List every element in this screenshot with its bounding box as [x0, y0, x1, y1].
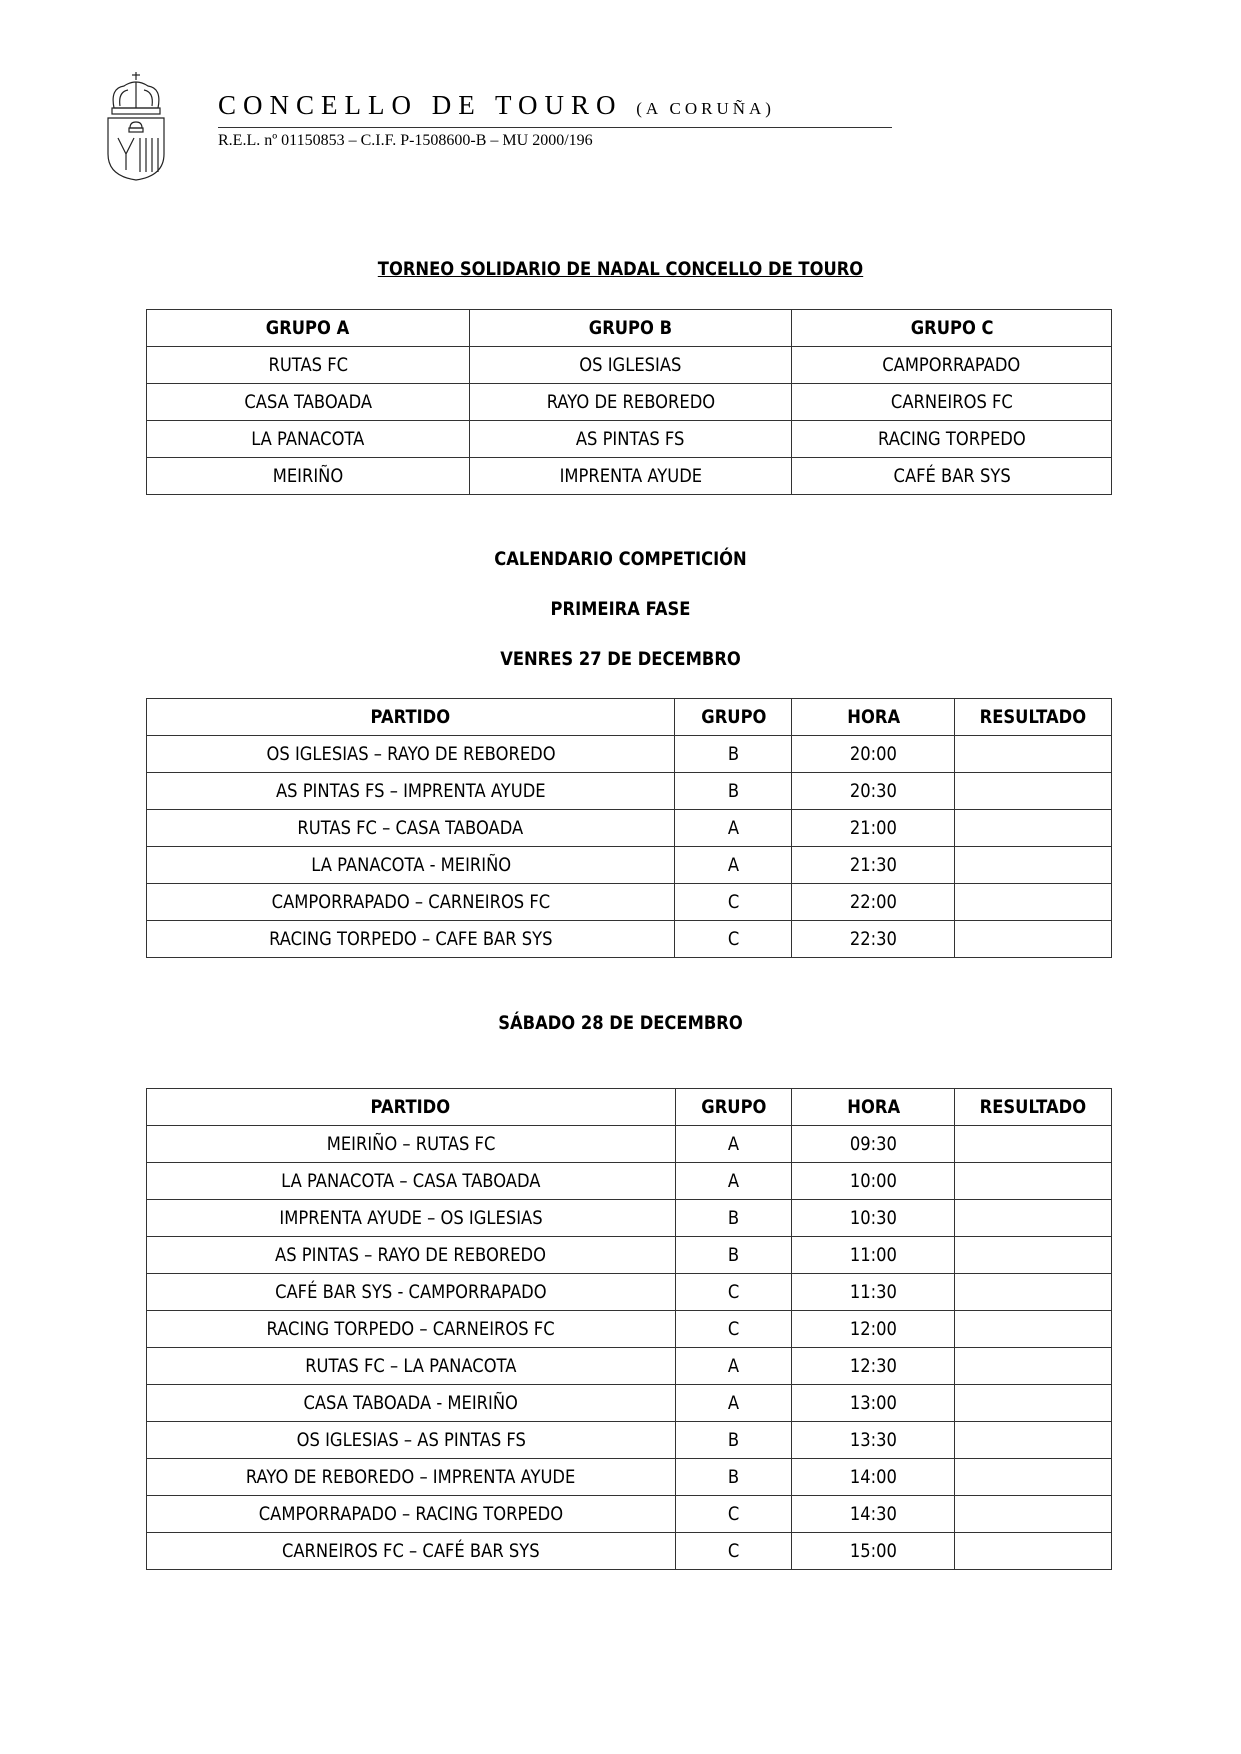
- cell-text: C: [727, 891, 740, 913]
- groups-table-header: [147, 310, 1112, 347]
- match-cell: [147, 884, 675, 921]
- match-row: [147, 1200, 1112, 1237]
- match-cell: [147, 1163, 676, 1200]
- schedule-header-row: [147, 1089, 1112, 1126]
- group-cell: [675, 1348, 792, 1385]
- group-cell: [675, 1311, 792, 1348]
- match-row: [147, 1385, 1112, 1422]
- partido-header: [147, 699, 675, 736]
- result-cell[interactable]: [955, 921, 1112, 958]
- group-cell: [675, 1459, 792, 1496]
- time-cell: [792, 1126, 955, 1163]
- result-cell[interactable]: [955, 1496, 1112, 1533]
- time-cell: [792, 921, 955, 958]
- result-cell[interactable]: [955, 1163, 1112, 1200]
- grupo-header: [675, 1089, 792, 1126]
- cell-text: RUTAS FC: [268, 354, 348, 376]
- cell-text: IMPRENTA AYUDE: [559, 465, 702, 487]
- header-text: GRUPO B: [588, 317, 673, 339]
- match-cell: [147, 1126, 676, 1163]
- organization-name-text: CONCELLO DE TOURO: [218, 90, 623, 120]
- day2-heading: SÁBADO 28 DE DECEMBRO: [498, 1012, 743, 1034]
- cell-text: 13:00: [849, 1392, 897, 1414]
- group-cell: [675, 884, 792, 921]
- group-cell: [675, 847, 792, 884]
- header-text: GRUPO A: [266, 317, 350, 339]
- match-row: [147, 884, 1112, 921]
- day1-heading: VENRES 27 DE DECEMBRO: [500, 648, 741, 670]
- cell-text: 12:30: [849, 1355, 897, 1377]
- match-cell: [147, 921, 675, 958]
- cell-text: A: [727, 1355, 740, 1377]
- resultado-header: [955, 699, 1112, 736]
- time-cell: [792, 1422, 955, 1459]
- cell-text: 12:00: [849, 1318, 897, 1340]
- match-cell: [147, 1274, 676, 1311]
- document-title: TORNEO SOLIDARIO DE NADAL CONCELLO DE TOURO: [377, 258, 864, 280]
- resultado-header: [955, 1089, 1112, 1126]
- groups-table-row: [147, 384, 1112, 421]
- cell-text: C: [727, 1540, 740, 1562]
- match-cell: [147, 810, 675, 847]
- cell-text: 11:00: [849, 1244, 897, 1266]
- cell-text: B: [727, 1429, 740, 1451]
- match-cell: [147, 1533, 676, 1570]
- cell-text: RUTAS FC – LA PANACOTA: [305, 1355, 517, 1377]
- hora-header: [792, 1089, 955, 1126]
- cell-text: C: [727, 1281, 740, 1303]
- cell-text: RUTAS FC – CASA TABOADA: [297, 817, 524, 839]
- match-cell: [147, 1348, 676, 1385]
- group-cell: [675, 1385, 792, 1422]
- result-cell[interactable]: [955, 810, 1112, 847]
- result-cell[interactable]: [955, 773, 1112, 810]
- time-cell: [792, 1274, 955, 1311]
- header-text: GRUPO: [700, 1096, 767, 1118]
- group-cell: [675, 773, 792, 810]
- group-cell: [675, 1422, 792, 1459]
- cell-text: OS IGLESIAS – AS PINTAS FS: [296, 1429, 526, 1451]
- organization-registration-ids: R.E.L. nº 01150853 – C.I.F. P-1508600-B – MU 2000/196: [218, 132, 593, 149]
- grupo-header: [675, 699, 792, 736]
- cell-text: AS PINTAS FS: [576, 428, 685, 450]
- group-cell: [675, 1496, 792, 1533]
- cell-text: B: [727, 1466, 740, 1488]
- header-text: GRUPO: [700, 706, 766, 728]
- cell-text: 10:30: [849, 1207, 897, 1229]
- cell-text: 14:30: [849, 1503, 897, 1525]
- cell-text: 13:30: [849, 1429, 897, 1451]
- phase-heading: PRIMEIRA FASE: [550, 598, 691, 620]
- cell-text: B: [727, 743, 740, 765]
- cell-text: RACING TORPEDO: [877, 428, 1026, 450]
- group-cell: [675, 1274, 792, 1311]
- group-cell: [675, 1200, 792, 1237]
- partido-header: [147, 1089, 676, 1126]
- cell-text: C: [727, 928, 740, 950]
- time-cell: [792, 810, 955, 847]
- group-a-team: [147, 384, 470, 421]
- cell-text: 20:30: [849, 780, 897, 802]
- time-cell: [792, 884, 955, 921]
- match-row: [147, 736, 1112, 773]
- result-cell[interactable]: [955, 1459, 1112, 1496]
- cell-text: 22:30: [849, 928, 897, 950]
- group-a-team: [147, 421, 470, 458]
- match-cell: [147, 1385, 676, 1422]
- result-cell[interactable]: [955, 1200, 1112, 1237]
- groups-table-row: [147, 421, 1112, 458]
- time-cell: [792, 1533, 955, 1570]
- match-cell: [147, 847, 675, 884]
- cell-text: CASA TABOADA: [243, 391, 372, 413]
- group-a-header: [147, 310, 470, 347]
- cell-text: B: [727, 1207, 740, 1229]
- cell-text: 11:30: [849, 1281, 897, 1303]
- result-cell[interactable]: [955, 1274, 1112, 1311]
- cell-text: CARNEIROS FC – CAFÉ BAR SYS: [281, 1540, 540, 1562]
- cell-text: A: [727, 854, 739, 876]
- cell-text: RACING TORPEDO – CAFE BAR SYS: [269, 928, 553, 950]
- group-c-team: [792, 458, 1112, 495]
- hora-header: [792, 699, 955, 736]
- group-b-team: [469, 384, 792, 421]
- header-text: HORA: [846, 706, 900, 728]
- header-text: RESULTADO: [979, 706, 1087, 728]
- header-text: PARTIDO: [370, 1096, 451, 1118]
- time-cell: [792, 1311, 955, 1348]
- cell-text: 22:00: [849, 891, 897, 913]
- cell-text: IMPRENTA AYUDE – OS IGLESIAS: [279, 1207, 543, 1229]
- time-cell: [792, 1237, 955, 1274]
- cell-text: LA PANACOTA - MEIRIÑO: [310, 854, 511, 876]
- time-cell: [792, 1496, 955, 1533]
- group-a-team: [147, 347, 470, 384]
- day1-schedule-table: [146, 698, 1112, 958]
- match-row: [147, 1533, 1112, 1570]
- time-cell: [792, 1163, 955, 1200]
- group-cell: [675, 736, 792, 773]
- cell-text: OS IGLESIAS – RAYO DE REBOREDO: [266, 743, 556, 765]
- cell-text: A: [727, 1170, 740, 1192]
- schedule-header-row: [147, 699, 1112, 736]
- match-row: [147, 773, 1112, 810]
- match-cell: [147, 1200, 676, 1237]
- groups-table-row: [147, 458, 1112, 495]
- cell-text: LA PANACOTA: [251, 428, 365, 450]
- groups-table: [146, 309, 1112, 495]
- cell-text: B: [727, 1244, 740, 1266]
- cell-text: RAYO DE REBOREDO – IMPRENTA AYUDE: [246, 1466, 576, 1488]
- cell-text: 14:00: [849, 1466, 897, 1488]
- match-row: [147, 1237, 1112, 1274]
- match-row: [147, 847, 1112, 884]
- cell-text: MEIRIÑO – RUTAS FC: [326, 1133, 496, 1155]
- cell-text: 09:30: [849, 1133, 897, 1155]
- match-row: [147, 810, 1112, 847]
- result-cell[interactable]: [955, 847, 1112, 884]
- result-cell[interactable]: [955, 736, 1112, 773]
- match-cell: [147, 1459, 676, 1496]
- header-text: PARTIDO: [370, 706, 451, 728]
- cell-text: 15:00: [849, 1540, 897, 1562]
- cell-text: 21:00: [849, 817, 897, 839]
- match-row: [147, 1496, 1112, 1533]
- cell-text: AS PINTAS FS – IMPRENTA AYUDE: [275, 780, 546, 802]
- time-cell: [792, 1348, 955, 1385]
- calendar-heading: CALENDARIO COMPETICIÓN: [494, 548, 747, 570]
- time-cell: [792, 736, 955, 773]
- cell-text: CAMPORRAPADO – CARNEIROS FC: [271, 891, 550, 913]
- letterhead-divider: [218, 127, 892, 128]
- cell-text: AS PINTAS – RAYO DE REBOREDO: [275, 1244, 547, 1266]
- cell-text: B: [727, 780, 740, 802]
- time-cell: [792, 847, 955, 884]
- cell-text: A: [727, 1133, 740, 1155]
- cell-text: MEIRIÑO: [272, 465, 344, 487]
- group-cell: [675, 1533, 792, 1570]
- match-cell: [147, 736, 675, 773]
- result-cell[interactable]: [955, 1422, 1112, 1459]
- time-cell: [792, 773, 955, 810]
- group-cell: [675, 1237, 792, 1274]
- result-cell[interactable]: [955, 1348, 1112, 1385]
- cell-text: CARNEIROS FC: [890, 391, 1013, 413]
- match-row: [147, 1126, 1112, 1163]
- cell-text: RAYO DE REBOREDO: [546, 391, 715, 413]
- group-cell: [675, 1163, 792, 1200]
- cell-text: 21:30: [849, 854, 897, 876]
- header-text: HORA: [846, 1096, 900, 1118]
- day2-schedule-table: [146, 1088, 1112, 1570]
- match-row: [147, 1311, 1112, 1348]
- match-row: [147, 1163, 1112, 1200]
- cell-text: A: [727, 1392, 740, 1414]
- time-cell: [792, 1385, 955, 1422]
- cell-text: CAMPORRAPADO – RACING TORPEDO: [258, 1503, 563, 1525]
- group-b-team: [469, 458, 792, 495]
- time-cell: [792, 1200, 955, 1237]
- cell-text: C: [727, 1318, 740, 1340]
- match-cell: [147, 1311, 676, 1348]
- result-cell[interactable]: [955, 1385, 1112, 1422]
- match-cell: [147, 1422, 676, 1459]
- result-cell[interactable]: [955, 1311, 1112, 1348]
- organization-region: (A CORUÑA): [636, 99, 775, 118]
- cell-text: OS IGLESIAS: [579, 354, 682, 376]
- group-cell: [675, 810, 792, 847]
- cell-text: C: [727, 1503, 740, 1525]
- group-c-team: [792, 347, 1112, 384]
- group-cell: [675, 1126, 792, 1163]
- groups-table-row: [147, 347, 1112, 384]
- group-a-team: [147, 458, 470, 495]
- cell-text: CAFÉ BAR SYS: [893, 465, 1011, 487]
- group-c-header: [792, 310, 1112, 347]
- group-b-team: [469, 421, 792, 458]
- header-text: GRUPO C: [910, 317, 994, 339]
- match-cell: [147, 773, 675, 810]
- match-row: [147, 1459, 1112, 1496]
- match-row: [147, 1422, 1112, 1459]
- cell-text: 10:00: [849, 1170, 897, 1192]
- match-cell: [147, 1237, 676, 1274]
- cell-text: RACING TORPEDO – CARNEIROS FC: [266, 1318, 555, 1340]
- cell-text: 20:00: [849, 743, 897, 765]
- group-c-team: [792, 421, 1112, 458]
- cell-text: CASA TABOADA - MEIRIÑO: [303, 1392, 518, 1414]
- group-b-team: [469, 347, 792, 384]
- result-cell[interactable]: [955, 1533, 1112, 1570]
- letterhead: [104, 70, 804, 190]
- group-c-team: [792, 384, 1112, 421]
- match-row: [147, 1348, 1112, 1385]
- organization-name: [218, 90, 775, 121]
- cell-text: CAFÉ BAR SYS - CAMPORRAPADO: [275, 1281, 547, 1303]
- match-row: [147, 1274, 1112, 1311]
- cell-text: LA PANACOTA – CASA TABOADA: [281, 1170, 541, 1192]
- time-cell: [792, 1459, 955, 1496]
- result-cell[interactable]: [955, 1237, 1112, 1274]
- group-b-header: [469, 310, 792, 347]
- result-cell[interactable]: [955, 1126, 1112, 1163]
- cell-text: CAMPORRAPADO: [882, 354, 1021, 376]
- header-text: RESULTADO: [979, 1096, 1087, 1118]
- match-row: [147, 921, 1112, 958]
- cell-text: A: [727, 817, 739, 839]
- match-cell: [147, 1496, 676, 1533]
- municipal-coat-of-arms-icon: [104, 70, 168, 182]
- result-cell[interactable]: [955, 884, 1112, 921]
- group-cell: [675, 921, 792, 958]
